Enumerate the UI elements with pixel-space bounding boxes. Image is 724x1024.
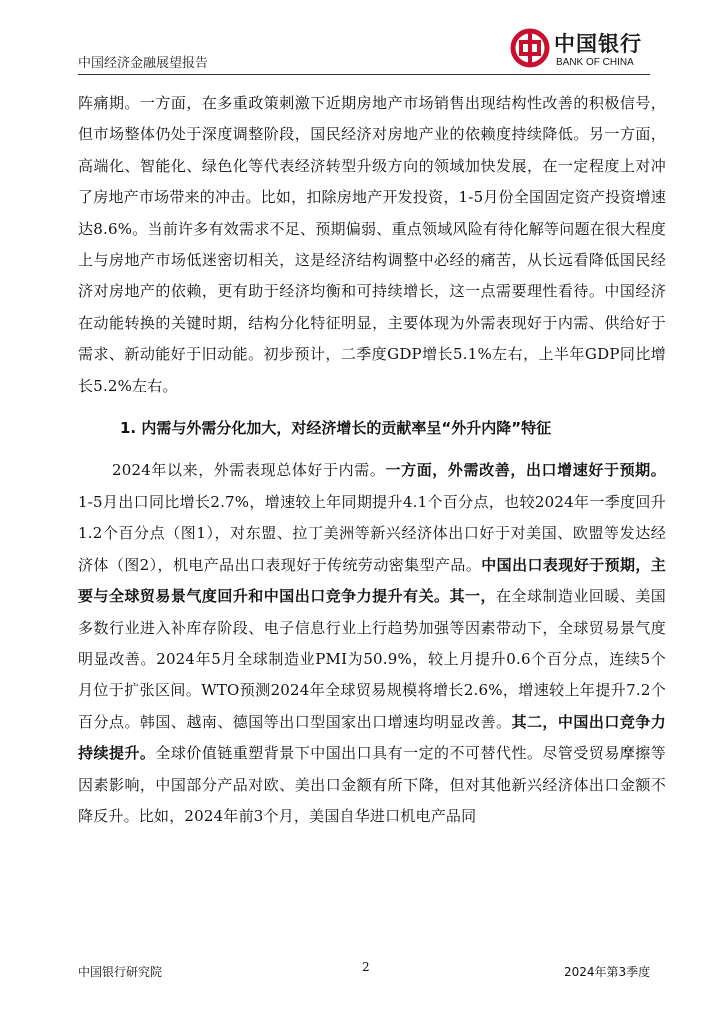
para2-sentence-3: 1-5月出口同比增长2.7%，增速较上年同期提升4.1个百分点，也较2024年一季度回升1.2个百分点（图1），对东盟、拉丁美洲等新兴经济体出口好于对美国、欧盟等发达经济体（图2），机电产品出口表现好于传统劳动密集型产品。 (78, 492, 666, 574)
footer-organization: 中国银行研究院 (78, 965, 163, 979)
para2-sentence-5: 在全球制造业回暖、美国多数行业进入补库存阶段、电子信息行业上行趋势加强等因素带动下，全球贸易景气度明显改善。2024年5月全球制造业PMI为50.9%，较上月提升0.6个百分点，连续5个月位于扩张区间。WTO预测2024年全球贸易规模将增长2.6%，增速较上年提升7.2个百分点。韩国、越南、德国等出口型国家出口增速均明显改善。 (78, 587, 667, 731)
section-heading: 1. 内需与外需分化加大，对经济增长的贡献率呈“外升内降”特征 (120, 419, 552, 438)
page-number: 2 (362, 960, 370, 974)
logo-chinese-text: 中国银行 (554, 31, 642, 56)
bank-logo (508, 26, 658, 72)
header-divider (78, 74, 650, 75)
body-paragraph-1: 阵痛期。一方面，在多重政策刺激下近期房地产市场销售出现结构性改善的积极信号，但市场整体仍处于深度调整阶段，国民经济对房地产业的依赖度持续降低。另一方面，高端化、智能化、绿色化等代表经济转型升级方向的领域加快发展，在一定程度上对冲了房地产市场带来的冲击。比如，扣除房地产开发投资，1-5月份全国固定资产投资增速达8.6%。当前许多有效需求不足、预期偏弱、重点领域风险有待化解等问题在很大程度上与房地产市场低迷密切相关，这是经济结构调整中必经的痛苦，从长远看降低国民经济对房地产的依赖，更有助于经济均衡和可持续增长，这一点需要理性看待。中国经济在动能转换的关键时期，结构分化特征明显，主要体现为外需表现好于内需、供给好于需求、新动能好于旧动能。初步预计，二季度GDP增长5.1%左右，上半年GDP同比增长5.2%左右。 (78, 94, 666, 395)
boc-emblem-icon (510, 28, 550, 68)
para2-sentence-1: 2024年以来，外需表现总体好于内需。 (112, 461, 386, 480)
para2-bold-3: 其二，中国出口竞争力持续提升。 (78, 712, 666, 763)
report-title: 中国经济金融展望报告 (78, 56, 209, 71)
para2-bold-1: 一方面，外需改善，出口增速好于预期。 (385, 461, 666, 480)
footer-period: 2024年第3季度 (564, 965, 651, 979)
body-paragraph-2 (78, 455, 666, 832)
para2-bold-2: 中国出口表现好于预期，主要与全球贸易景气度回升和中国出口竞争力提升有关。其一， (78, 555, 666, 606)
report-body (78, 88, 666, 832)
logo-english-text: BANK OF CHINA (556, 57, 634, 68)
para2-sentence-7: 全球价值链重塑背景下中国出口具有一定的不可替代性。尽管受贸易摩擦等因素影响，中国部分产品对欧、美出口金额有所下降，但对其他新兴经济体出口金额不降反升。比如，2024年前3个月，美国自华进口机电产品同 (78, 744, 666, 825)
